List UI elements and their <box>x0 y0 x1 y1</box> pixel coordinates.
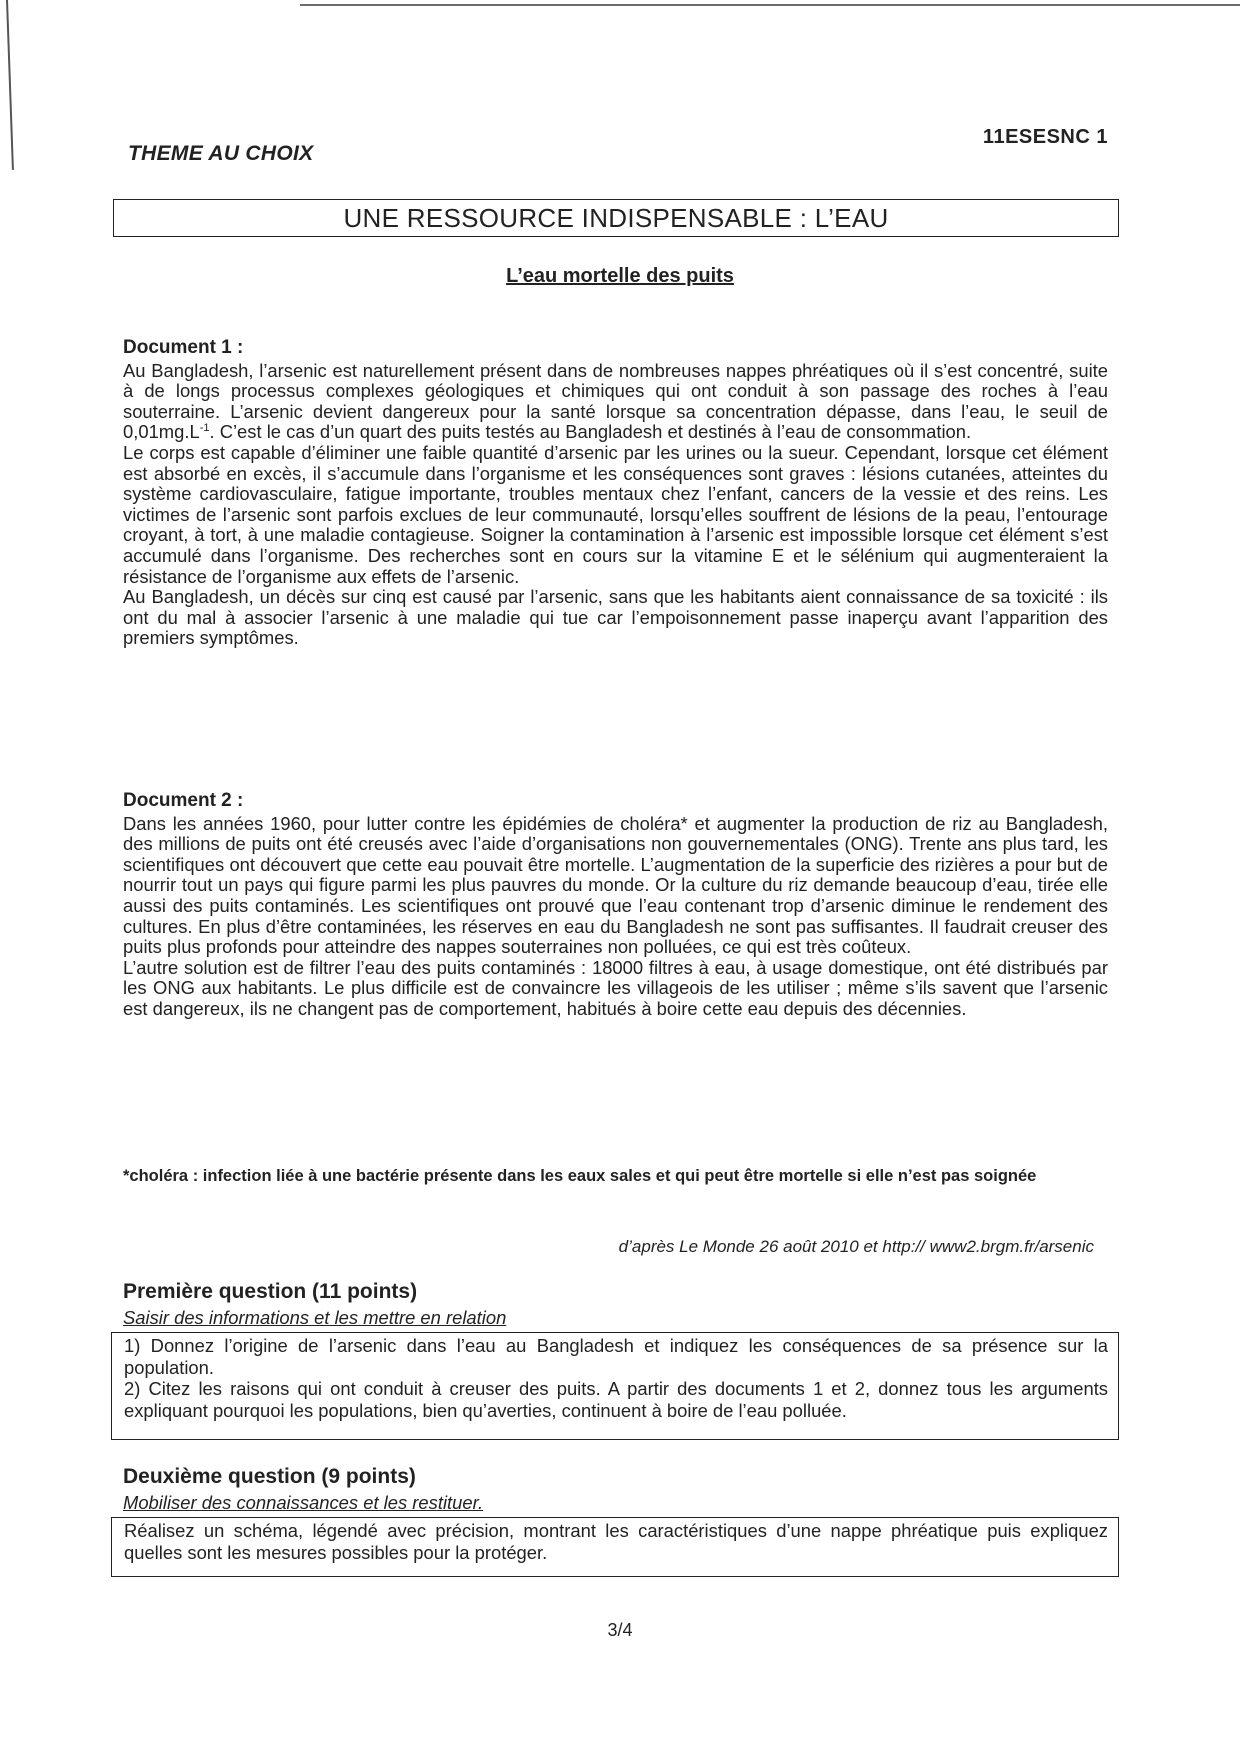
document-1-paragraph-1 <box>123 361 1108 443</box>
document-1 <box>123 338 1108 649</box>
source-citation: d’après Le Monde 26 août 2010 et http:// www2.brgm.fr/arsenic <box>618 1237 1094 1256</box>
unit-exponent: -1 <box>199 422 210 435</box>
question-1-subheading: Saisir des informations et les mettre en relation <box>123 1307 507 1328</box>
question-2-heading: Deuxième question (9 points) <box>123 1465 416 1488</box>
document-1-paragraph-1-text: Au Bangladesh, l’arsenic est naturellement présent dans de nombreuses nappes phréatiques où il s’est concentré, suite à de longs processus complexes géologiques et chimiques qui ont conduit à son passage des roches à l’eau souterraine. L’arsenic devient dangereux pour la santé lorsque sa concentration dépasse, dans l’eau, le seuil de 0,01mg.L <box>123 359 1108 443</box>
document-1-heading: Document 1 : <box>123 337 244 358</box>
question-2-box <box>111 1517 1119 1577</box>
document-2-heading: Document 2 : <box>123 790 244 811</box>
document-1-paragraph-3: Au Bangladesh, un décès sur cinq est causé par l’arsenic, sans que les habitants aient connaissance de sa toxicité : ils ont du mal à associer l’arsenic à une maladie qui tue car l’empoisonnement passe inaperçu avant l’apparition des premiers symptômes. <box>123 586 1108 649</box>
question-1-item-2: 2) Citez les raisons qui ont conduit à creuser des puits. A partir des documents 1 et 2, donnez tous les arguments expliquant pourquoi les populations, bien qu’averties, continuent à boire de l’eau polluée. <box>124 1378 1108 1421</box>
exam-code: 11ESESNC 1 <box>982 126 1108 148</box>
document-2 <box>123 791 1108 1020</box>
question-2-item-1: Réalisez un schéma, légendé avec précision, montrant les caractéristiques d’une nappe phréatique puis expliquez quelles sont les mesures possibles pour la protéger. <box>124 1520 1108 1563</box>
page-title: UNE RESSOURCE INDISPENSABLE : L’EAU <box>113 199 1119 237</box>
question-1-item-1: 1) Donnez l’origine de l’arsenic dans l’eau au Bangladesh et indiquez les conséquences de sa présence sur la population. <box>124 1335 1108 1378</box>
question-2-subheading: Mobiliser des connaissances et les restituer. <box>123 1492 484 1513</box>
theme-label: THEME AU CHOIX <box>128 142 314 165</box>
document-2-paragraph-1: Dans les années 1960, pour lutter contre les épidémies de choléra* et augmenter la production de riz au Bangladesh, des millions de puits ont été creusés avec l’aide d’organisations non gouvernementales (ONG). Trente ans plus tard, les scientifiques ont découvert que cette eau pouvait être mortelle. L’augmentation de la superficie des rizières a pour but de nourrir tout un pays qui figure parmi les plus pauvres du monde. Or la culture du riz demande beaucoup d’eau, tirée elle aussi des puits contaminés. Les scientifiques ont prouvé que l’eau contenant trop d’arsenic diminue le rendement des cultures. En plus d’être contaminées, les réserves en eau du Bangladesh ne sont pas suffisantes. Il faudrait creuser des puits plus profonds pour atteindre des nappes souterraines non polluées, ce qui est très coûteux. <box>123 812 1108 958</box>
document-2-paragraph-2: L’autre solution est de filtrer l’eau des puits contaminés : 18000 filtres à eau, à usage domestique, ont été distribués par les ONG aux habitants. Le plus difficile est de convaincre les villageois de les utiliser ; même s’ils savent que l’arsenic est dangereux, ils ne changent pas de comportement, habitués à boire cette eau depuis des décennies. <box>123 956 1108 1019</box>
question-1-box <box>111 1332 1119 1440</box>
scan-border-left <box>6 0 14 170</box>
scan-border-top <box>300 4 1240 6</box>
question-1-heading: Première question (11 points) <box>123 1280 418 1303</box>
footnote-cholera: *choléra : infection liée à une bactérie présente dans les eaux sales et qui peut être mortelle si elle n’est pas soignée <box>123 1167 1037 1185</box>
document-1-paragraph-1-end: . C’est le cas d’un quart des puits testés au Bangladesh et destinés à l’eau de consommation. <box>209 421 972 443</box>
document-1-paragraph-2: Le corps est capable d’éliminer une faible quantité d’arsenic par les urines ou la sueur. Cependant, lorsque cet élément est absorbé en excès, il s’accumule dans l’organisme et les conséquences sont graves : lésions cutanées, atteintes du système cardiovasculaire, fatigue importante, troubles mentaux chez l’enfant, cancers de la vessie et des reins. Les victimes de l’arsenic sont parfois exclues de leur communauté, lorsqu’elles souffrent de lésions de la peau, l’entourage croyant, à tort, à une maladie contagieuse. Soigner la contamination à l’arsenic est impossible lorsque cet élément s’est accumulé dans l’organisme. Des recherches sont en cours sur la vitamine E et le sélénium qui augmenteraient la résistance de l’organisme aux effets de l’arsenic. <box>123 441 1108 587</box>
page-subtitle: L’eau mortelle des puits <box>506 265 734 287</box>
page-number: 3/4 <box>607 1620 633 1640</box>
